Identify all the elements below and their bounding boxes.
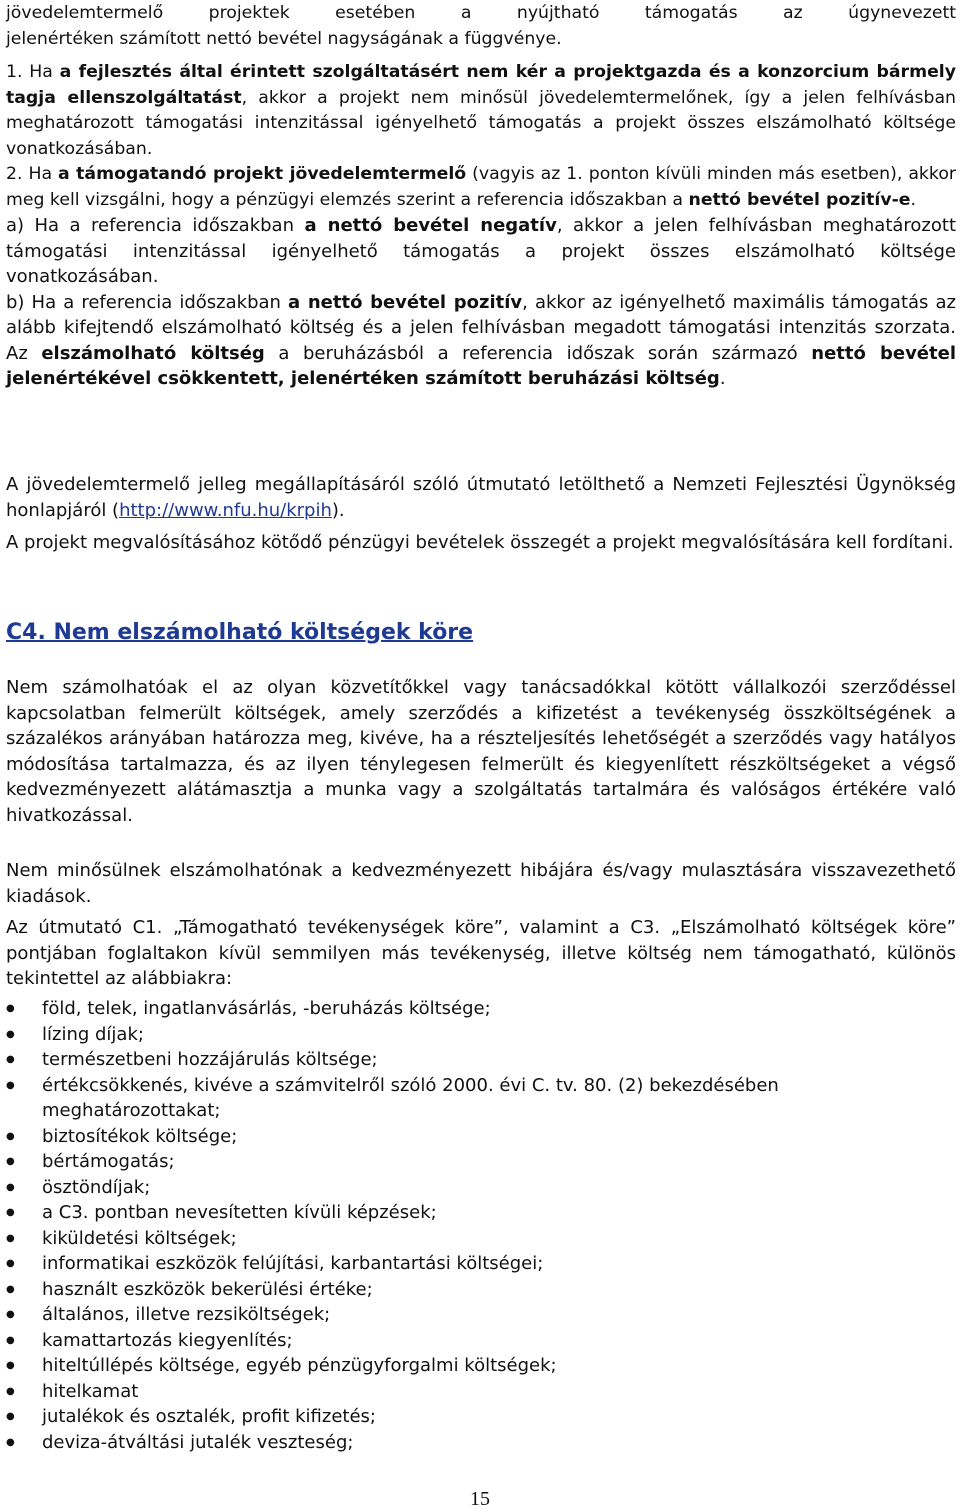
- c4-paragraph-3: Az útmutató C1. „Támogatható tevékenységek köre”, valamint a C3. „Elszámolható költségek köre” pontjában foglaltakon kívül semmilyen más tevékenység, illetve költség nem támogatható, különös tekintettel az alábbiakra:: [6, 917, 956, 989]
- case-b-text: , akkor az igényelhető maximális támogatás az alább kifejtendő elszámolható költség és a jelen felhívásban megadott támogatási intenzitás szorzata. Az: [6, 291, 956, 364]
- non-eligible-list: [6, 996, 956, 1455]
- case-2-paragraph: [6, 162, 956, 213]
- list-item: ● ösztöndíjak;: [6, 1175, 956, 1201]
- nfu-link[interactable]: http://www.nfu.hu/krpih: [119, 499, 332, 521]
- case-b-prefix: b) Ha a referencia időszakban: [6, 291, 289, 313]
- list-item: ● jutalékok és osztalék, profit kifizetés;: [6, 1404, 956, 1430]
- page-number: 15: [470, 1488, 490, 1510]
- case-a-paragraph: [6, 213, 956, 290]
- case-2-bold: a támogatandó projekt jövedelemtermelő: [58, 164, 467, 184]
- list-item: ● hiteltúllépés költsége, egyéb pénzügyforgalmi költségek;: [6, 1353, 956, 1379]
- case-a-rest: , akkor a jelen felhívásban meghatározott támogatási intenzitással igényelhető támogatás a projekt összes elszámolható költsége vonatkozásában.: [6, 215, 957, 287]
- case-1-rest: , akkor a projekt nem minősül jövedelemtermelőnek, így a jelen felhívásban meghatározott támogatási intenzitással igényelhető támogatás a projekt összes elszámolható költsége vonatkozásában.: [6, 87, 956, 159]
- c4-paragraph-2: Nem minősülnek elszámolhatónak a kedvezményezett hibájára és/vagy mulasztására visszavezethető kiadások.: [6, 860, 956, 907]
- guide-text: A jövedelemtermelő jelleg megállapításáról szóló útmutató letölthető a Nemzeti Fejlesztési Ügynökség honlapjáról (: [6, 474, 956, 521]
- case-2-rest: (vagyis az 1. ponton kívüli minden más esetben), akkor meg kell vizsgálni, hogy a pénzügyi elemzés szerint a referencia időszakban a: [6, 164, 956, 210]
- case-b-bold-2: elszámolható költség: [41, 342, 265, 364]
- intro-line-2: jelenértéken számított nettó bevétel nagyságának a függvénye.: [6, 28, 562, 49]
- list-item: ● kiküldetési költségek;: [6, 1226, 956, 1252]
- case-b-bold-3: nettó bevétel jelenértékével csökkentett, jelenértéken számított beruházási költség: [6, 342, 956, 389]
- c4-paragraph-1: Nem számolhatóak el az olyan közvetítőkkel vagy tanácsadókkal kötött vállalkozói szerződéssel kapcsolatban felmerült költségek, amely szerződés a kifizetést a tevékenység összköltségének a százalékos arányában határozza meg, kivéve, ha a részteljesítés lehetőségét a szerződés vagy hatályos módosítása tartalmazza, és az ilyen ténylegesen felmerült és kiegyenlített részköltségeket a végső kedvezményezett alátámasztja a munka vagy a szolgáltatás tartalmára és valóságos értékére való hivatkozással.: [6, 677, 956, 826]
- list-item: ● informatikai eszközök felújítási, karbantartási költségei;: [6, 1251, 956, 1277]
- case-2-prefix: 2. Ha: [6, 164, 59, 184]
- case-b-paragraph: [6, 290, 956, 392]
- intro-block: [6, 1, 956, 392]
- case-1-prefix: 1. Ha: [6, 62, 60, 82]
- list-item: ● kamattartozás kiegyenlítés;: [6, 1328, 956, 1354]
- revenue-paragraph: A projekt megvalósításához kötődő pénzügyi bevételek összegét a projekt megvalósítására kell fordítani.: [6, 532, 954, 553]
- case-2-end: .: [910, 189, 917, 210]
- list-item: ● hitelkamat: [6, 1379, 956, 1405]
- case-b-bold: a nettó bevétel pozitív: [288, 291, 523, 313]
- list-item: ● bértámogatás;: [6, 1149, 956, 1175]
- list-item: ● általános, illetve rezsiköltségek;: [6, 1302, 956, 1328]
- list-item: ● a C3. pontban nevesítetten kívüli képzések;: [6, 1200, 956, 1226]
- case-1-bold: a fejlesztés által érintett szolgáltatásért nem kér a projektgazda és a konzorcium bármely tagja ellenszolgáltatást: [6, 62, 956, 108]
- guide-tail: ).: [331, 499, 345, 521]
- list-item: ● lízing díjak;: [6, 1022, 956, 1048]
- list-item: ● értékcsökkenés, kivéve a számvitelről szóló 2000. évi C. tv. 80. (2) bekezdésében meghatározottakat;: [6, 1073, 956, 1124]
- list-item: ● használt eszközök bekerülési értéke;: [6, 1277, 956, 1303]
- case-a-prefix: a) Ha a referencia időszakban: [6, 215, 305, 236]
- list-item: ● természetbeni hozzájárulás költsége;: [6, 1047, 956, 1073]
- case-b-text-2: a beruházásból a referencia időszak során származó: [264, 342, 812, 364]
- list-item: ● föld, telek, ingatlanvásárlás, -beruházás költsége;: [6, 996, 956, 1022]
- guide-paragraph: [6, 472, 956, 523]
- intro-line-1: jövedelemtermelő projektek esetében a nyújtható támogatás az úgynevezett: [6, 3, 956, 23]
- case-1-paragraph: [6, 60, 956, 162]
- case-2-bold-2: nettó bevétel pozitív-e: [688, 189, 911, 210]
- case-b-end: .: [719, 368, 726, 389]
- case-a-bold: a nettó bevétel negatív: [304, 215, 557, 236]
- section-heading-c4: C4. Nem elszámolható költségek köre: [6, 620, 474, 645]
- list-item: ● deviza-átváltási jutalék veszteség;: [6, 1430, 956, 1456]
- list-item: ● biztosítékok költsége;: [6, 1124, 956, 1150]
